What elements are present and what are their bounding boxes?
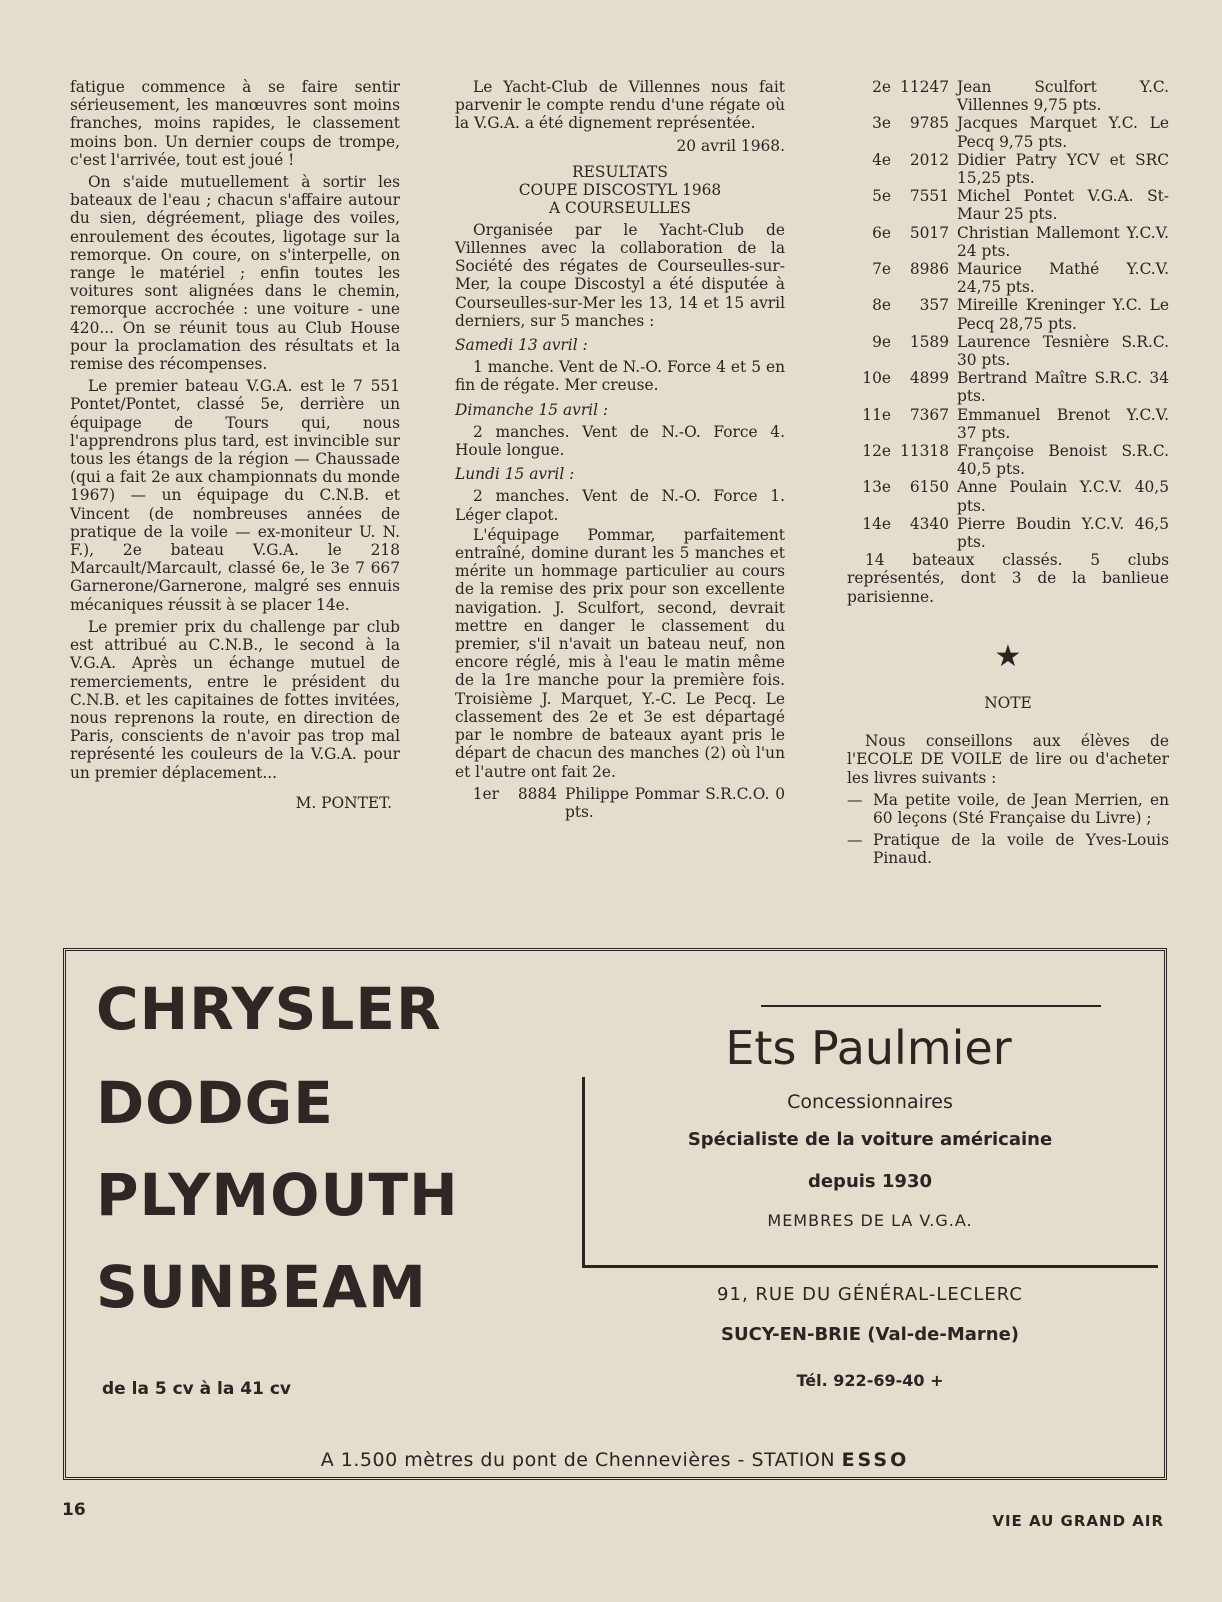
result-sail-number: 11318	[900, 442, 949, 461]
result-name: Philippe Pommar S.R.C.O. 0 pts.	[565, 784, 785, 821]
result-name: Mireille Kreninger Y.C. Le Pecq 28,75 pts.	[957, 296, 1169, 333]
paragraph: Le premier bateau V.G.A. est le 7 551 Pontet/Pontet, classé 5e, derrière un équipage de Tours qui, nous l'apprendrons plus tard, est invincible sur tous les étangs de la région — Chaussade (qui a fait 2e aux championnats du monde 1967) — un équipage du C.N.B. et Vincent (de nombreuses années de pratique de la voile — ex-moniteur U. N. F.), 2e bateau V.G.A. le 218 Marcault/Marcault, classé 6e, le 3e 7 667 Garnerone/Garnerone, malgré ses ennuis mécaniques réussit à se placer 14e.	[70, 377, 400, 614]
day-conditions: 2 manches. Vent de N.-O. Force 4. Houle longue.	[455, 422, 785, 460]
result-row	[847, 151, 1169, 187]
result-name: Christian Mallemont Y.C.V. 24 pts.	[957, 223, 1169, 260]
location-line	[66, 1449, 1164, 1471]
results-summary: 14 bateaux classés. 5 clubs représentés, dont 3 de la banlieue parisienne.	[847, 551, 1169, 606]
company-city: SUCY-EN-BRIE (Val-de-Marne)	[720, 1324, 1020, 1345]
result-row	[847, 369, 1169, 405]
brand-name: SUNBEAM	[96, 1253, 427, 1321]
result-name: Bertrand Maître S.R.C. 34 pts.	[957, 369, 1169, 406]
day-label: Dimanche 15 avril :	[455, 400, 609, 419]
result-row	[847, 187, 1169, 223]
result-sail-number: 7551	[909, 187, 949, 206]
result-row	[847, 515, 1169, 551]
note-text: Nous conseillons aux élèves de l'ECOLE DE VOILE de lire ou d'acheter les livres suivants :	[847, 732, 1169, 787]
paragraph: Le premier prix du challenge par club est attribué au C.N.B., le second à la V.G.A. Après un échange mutuel de remerciements, entre le président du C.N.B. et les capitaines de fottes invitées, nous reprenons la route, en direction de Paris, conscients de n'avoir pas trop mal représenté les couleurs de la V.G.A. pour un premier déplacement...	[70, 617, 400, 782]
result-sail-number: 4340	[909, 514, 949, 533]
company-phone: Tél. 922-69-40 +	[796, 1371, 944, 1390]
result-rank: 8e	[872, 296, 891, 315]
paragraph: fatigue commence à se faire sentir sérieusement, les manœuvres sont moins franches, moins rapides, le classement moins bon. Un dernier coups de trompe, c'est l'arrivée, tout est joué !	[70, 78, 400, 169]
result-sail-number: 7367	[909, 405, 949, 424]
paragraph: On s'aide mutuellement à sortir les bateaux de l'eau ; chacun s'affaire autour du sien, dégréement, pliage des voiles, enroulement des écoutes, ligotage sur la remorque. On coure, on s'interpelle, on range le matériel ; enfin toutes les voitures sont alignées dans le chemin, remorque accrochée : une voiture - une 420... On se réunit tous au Club House pour la proclamation des résultats et la remise des récompenses.	[70, 173, 400, 374]
book-item	[847, 791, 1169, 827]
location-text: A 1.500 mètres du pont de Chennevières - STATION	[320, 1449, 836, 1471]
result-row-first	[455, 785, 785, 821]
brand-name: PLYMOUTH	[96, 1161, 459, 1229]
result-sail-number: 6150	[909, 478, 949, 497]
result-rank: 1er	[472, 784, 499, 803]
result-name: Jean Sculfort Y.C. Villennes 9,75 pts.	[957, 78, 1169, 115]
organisation-paragraph: Organisée par le Yacht-Club de Villennes avec la collaboration de la Société des régates de Courseulles-sur-Mer, la coupe Discostyl a été disputée à Courseulles-sur-Mer les 13, 14 et 15 avril derniers, sur 5 manches :	[455, 220, 785, 330]
result-name: Maurice Mathé Y.C.V. 24,75 pts.	[957, 260, 1169, 297]
article-column-3	[847, 78, 1169, 872]
result-rank: 11e	[862, 405, 891, 424]
results-title-line: RESULTATS	[572, 162, 668, 181]
results-list	[847, 78, 1169, 551]
company-name: Ets Paulmier	[725, 1021, 1012, 1075]
company-since: depuis 1930	[807, 1171, 933, 1192]
company-role: Concessionnaires	[787, 1091, 953, 1113]
page-number: 16	[62, 1500, 86, 1520]
article-column-2	[455, 78, 785, 821]
result-rank: 4e	[872, 150, 891, 169]
commentary-paragraph: L'équipage Pommar, parfaitement entraîné, domine durant les 5 manches et mérite un hommage particulier au cours de la remise des prix pour son excellente navigation. J. Sculfort, second, devrait mettre en danger le classement du premier, s'il n'avait un bateau neuf, non encore réglé, mis à l'eau le matin même de la 1re manche pour la première fois. Troisième J. Marquet, Y.-C. Le Pecq. Le classement des 2e et 3e est départagé par le nombre de bateaux ayant pris le départ de chacun des manches (2) où l'un et l'autre ont fait 2e.	[455, 525, 785, 781]
result-row	[847, 406, 1169, 442]
result-row	[847, 260, 1169, 296]
result-sail-number: 357	[919, 296, 949, 315]
result-name: Laurence Tesnière S.R.C. 30 pts.	[957, 332, 1169, 370]
article-column-1	[70, 78, 400, 816]
book-item	[847, 831, 1169, 867]
result-name: Françoise Benoist S.R.C. 40,5 pts.	[957, 442, 1169, 479]
day-label: Samedi 13 avril :	[455, 336, 588, 355]
result-row	[847, 114, 1169, 150]
result-sail-number: 2012	[909, 150, 949, 169]
company-street: 91, RUE DU GÉNÉRAL-LECLERC	[717, 1284, 1023, 1305]
result-rank: 13e	[862, 478, 891, 497]
result-rank: 5e	[872, 187, 891, 206]
book-title: Pratique de la voile de Yves-Louis Pinaud.	[873, 831, 1169, 868]
result-sail-number: 8986	[909, 260, 949, 279]
dash-bullet: —	[847, 790, 863, 809]
result-row	[847, 78, 1169, 114]
star-icon: ★	[994, 638, 1022, 674]
results-title-line: A COURSEULLES	[549, 198, 691, 217]
results-title	[455, 163, 785, 217]
result-rank: 14e	[862, 514, 891, 533]
brand-name: CHRYSLER	[96, 975, 442, 1043]
result-row	[847, 442, 1169, 478]
intro-paragraph: Le Yacht-Club de Villennes nous fait parvenir le compte rendu d'une régate où la V.G.A. a été dignement représentée.	[455, 78, 785, 133]
result-name: Michel Pontet V.G.A. St-Maur 25 pts.	[957, 187, 1169, 224]
result-row	[847, 224, 1169, 260]
result-row	[847, 333, 1169, 369]
result-name: Emmanuel Brenot Y.C.V. 37 pts.	[957, 405, 1169, 442]
result-rank: 12e	[862, 442, 891, 461]
result-rank: 3e	[872, 114, 891, 133]
result-rank: 2e	[872, 78, 891, 96]
brand-name: DODGE	[96, 1069, 334, 1137]
result-rank: 6e	[872, 223, 891, 242]
book-title: Ma petite voile, de Jean Merrien, en 60 leçons (Sté Française du Livre) ;	[873, 790, 1169, 827]
divider	[582, 1265, 1158, 1268]
station-brand: ESSO	[841, 1449, 910, 1471]
result-row	[847, 296, 1169, 332]
result-sail-number: 4899	[909, 369, 949, 388]
results-title-line: COUPE DISCOSTYL 1968	[518, 180, 722, 199]
divider	[761, 1005, 1101, 1007]
company-specialty: Spécialiste de la voiture américaine	[687, 1129, 1053, 1150]
report-date: 20 avril 1968.	[676, 136, 785, 155]
company-members: MEMBRES DE LA V.G.A.	[767, 1211, 973, 1230]
result-sail-number: 5017	[909, 223, 949, 242]
result-sail-number: 9785	[909, 114, 949, 133]
result-sail-number: 11247	[900, 78, 949, 96]
result-name: Pierre Boudin Y.C.V. 46,5 pts.	[957, 514, 1169, 552]
result-row	[847, 478, 1169, 514]
advertisement	[63, 948, 1167, 1480]
result-name: Anne Poulain Y.C.V. 40,5 pts.	[957, 478, 1169, 515]
result-rank: 10e	[862, 369, 891, 388]
day-conditions: 2 manches. Vent de N.-O. Force 1. Léger clapot.	[455, 487, 785, 524]
note-title: NOTE	[984, 693, 1032, 712]
dash-bullet: —	[847, 831, 863, 850]
result-name: Didier Patry YCV et SRC 15,25 pts.	[957, 150, 1169, 188]
result-sail-number: 8884	[517, 784, 557, 803]
result-rank: 7e	[872, 260, 891, 279]
result-sail-number: 1589	[909, 332, 949, 351]
day-conditions: 1 manche. Vent de N.-O. Force 4 et 5 en fin de régate. Mer creuse.	[455, 358, 785, 395]
result-name: Jacques Marquet Y.C. Le Pecq 9,75 pts.	[957, 114, 1169, 151]
signature: M. PONTET.	[295, 793, 392, 812]
power-range: de la 5 cv à la 41 cv	[102, 1379, 292, 1399]
result-rank: 9e	[872, 332, 891, 351]
magazine-name: VIE AU GRAND AIR	[992, 1512, 1164, 1530]
day-label: Lundi 15 avril :	[455, 465, 575, 484]
